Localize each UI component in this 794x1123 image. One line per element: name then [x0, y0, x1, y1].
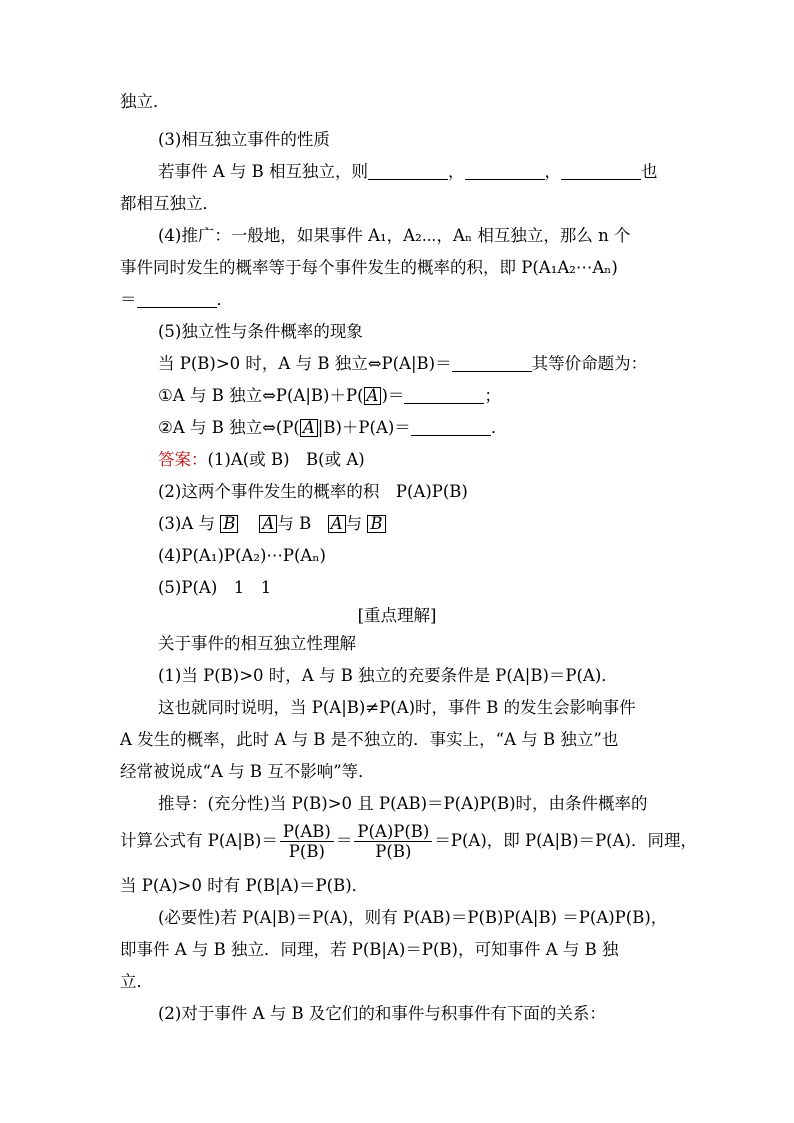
text-line: 这也就同时说明，当 P(A|B)≠P(A)时，事件 B 的发生会影响事件: [158, 698, 636, 717]
text-line: (2)对于事件 A 与 B 及它们的和事件与积事件有下面的关系：: [158, 1004, 606, 1023]
text-line: 都相互独立．: [120, 194, 219, 213]
section-heading: [重点理解]: [357, 606, 437, 625]
text-span: |B)＋P(A)＝: [317, 418, 411, 437]
fraction-denominator: P(B): [288, 842, 325, 861]
complement-symbol: A: [300, 419, 318, 437]
text-span: 也: [641, 162, 658, 181]
text-span: ，: [448, 162, 465, 181]
fraction-numerator: P(AB): [280, 822, 334, 842]
answer-blank: [452, 355, 532, 372]
text-span: 当 P(B)>0 时，A 与 B 独立⇔P(A|B)＝: [158, 354, 452, 373]
text-line: [158, 162, 718, 182]
answer-blank: [561, 163, 641, 180]
answer-line: (2)这两个事件发生的概率的积 P(A)P(B): [158, 482, 468, 501]
text-span: ①A 与 B 独立⇔P(A|B)＋P(: [158, 386, 364, 405]
answer-blank: [368, 163, 448, 180]
text-span: ②A 与 B 独立⇔(P(: [158, 418, 300, 437]
text-line: 独立．: [120, 92, 170, 111]
text-line: [158, 386, 718, 406]
fraction-numerator: P(A)P(B): [354, 822, 432, 842]
text-line: [158, 354, 718, 374]
complement-symbol: B: [220, 515, 238, 533]
subtitle: 关于事件的相互独立性理解: [158, 634, 356, 653]
complement-symbol: B: [367, 515, 385, 533]
text-line: 即事件 A 与 B 独立．同理，若 P(B|A)＝P(B)，可知事件 A 与 B 独: [120, 940, 619, 959]
text-span: ＝: [120, 290, 137, 309]
fraction-denominator: P(B): [375, 842, 412, 861]
answer-blank: [411, 419, 491, 436]
answer-blank: [137, 291, 217, 308]
text-line: 推导：(充分性)当 P(B)>0 且 P(AB)＝P(A)P(B)时，由条件概率的: [158, 794, 648, 813]
answer-blank: [404, 387, 484, 404]
answer-line: [158, 514, 718, 534]
text-span: (3)A 与: [158, 514, 221, 533]
answer-label: 答案：: [158, 450, 208, 469]
text-line: [120, 290, 680, 310]
text-span: ；: [484, 386, 501, 405]
answer-line: (4)P(A₁)P(A₂)⋯P(Aₙ): [158, 546, 326, 565]
complement-symbol: A: [259, 515, 277, 533]
text-line: (4)推广：一般地，如果事件 A₁，A₂⋯，Aₙ 相互独立，那么 n 个: [158, 226, 631, 245]
text-span: 若事件 A 与 B 相互独立，则: [158, 162, 369, 181]
complement-symbol: A: [328, 515, 346, 533]
text-line: 事件同时发生的概率等于每个事件发生的概率的积，即 P(A₁A₂⋯Aₙ): [120, 258, 618, 277]
answer-line: [158, 450, 718, 470]
text-span: ．: [490, 418, 508, 437]
text-line: 当 P(A)>0 时有 P(B|A)＝P(B)．: [120, 876, 369, 895]
answer-blank: [465, 163, 545, 180]
text-span: 计算公式有 P(A|B)＝: [120, 831, 278, 850]
fraction: [354, 822, 432, 861]
text-line: 立．: [120, 972, 153, 991]
text-span: ＝: [335, 831, 353, 850]
text-span: )＝: [381, 386, 405, 405]
text-span: 与 B: [277, 514, 328, 533]
text-line: [158, 418, 718, 438]
text-line: (1)当 P(B)>0 时，A 与 B 独立的充要条件是 P(A|B)＝P(A)．: [158, 666, 618, 685]
answer-line: (5)P(A) 1 1: [158, 578, 272, 597]
formula-line: [120, 818, 697, 864]
text-span: 与: [345, 514, 368, 533]
text-line: (必要性)若 P(A|B)＝P(A)，则有 P(AB)＝P(B)P(A|B) ＝P(A)P(B)，: [158, 908, 668, 927]
heading-independence: (5)独立性与条件概率的现象: [158, 322, 363, 341]
text-span: (1)A(或 B) B(或 A): [207, 450, 365, 469]
heading-property: (3)相互独立事件的性质: [158, 130, 330, 149]
text-span: ＝P(A)，即 P(A|B)＝P(A)．同理，: [434, 831, 697, 850]
complement-symbol: A: [364, 387, 382, 405]
text-span: ，: [544, 162, 562, 181]
fraction: [280, 822, 334, 861]
text-line: A 发生的概率，此时 A 与 B 是不独立的．事实上，“A 与 B 独立”也: [120, 730, 619, 749]
text-span: ．: [216, 290, 233, 309]
text-span: 其等价命题为：: [531, 354, 648, 373]
text-line: 经常被说成“A 与 B 互不影响”等．: [120, 762, 375, 781]
